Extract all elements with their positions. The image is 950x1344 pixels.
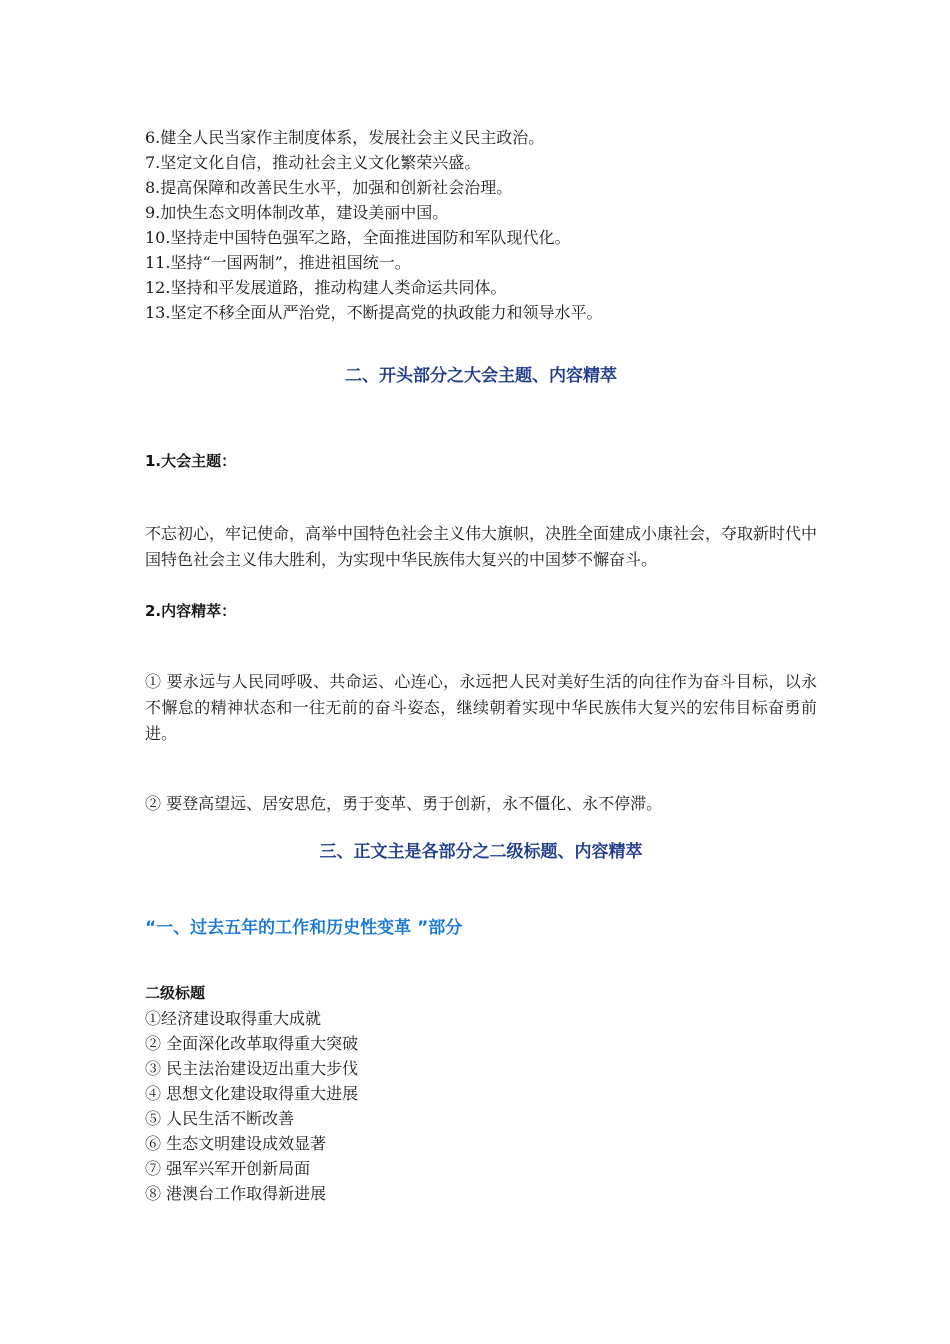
theme-heading: 1.大会主题： bbox=[145, 452, 237, 470]
level2-heading-item: ③ 民主法治建设迈出重大步伐 bbox=[145, 1059, 359, 1078]
level2-heading-item: ⑦ 强军兴军开创新局面 bbox=[145, 1159, 311, 1178]
section-two-title: 二、开头部分之大会主题、内容精萃 bbox=[345, 366, 617, 386]
essence-point-2: ② 要登高望远、居安思危，勇于变革、勇于创新，永不僵化、永不停滞。 bbox=[145, 794, 663, 813]
level2-heading-item: ⑤ 人民生活不断改善 bbox=[145, 1109, 295, 1128]
level2-heading-item: ⑥ 生态文明建设成效显著 bbox=[145, 1134, 327, 1153]
document-content bbox=[145, 125, 817, 1206]
theme-paragraph: 不忘初心，牢记使命，高举中国特色社会主义伟大旗帜，决胜全面建成小康社会，夺取新时代中国特色社会主义伟大胜利，为实现中华民族伟大复兴的中国梦不懈奋斗。 bbox=[145, 524, 818, 569]
list-item: 6.健全人民当家作主制度体系，发展社会主义民主政治。 bbox=[145, 128, 545, 147]
list-item: 10.坚持走中国特色强军之路，全面推进国防和军队现代化。 bbox=[145, 228, 571, 247]
numbered-list bbox=[145, 125, 817, 325]
level2-heading-item: ④ 思想文化建设取得重大进展 bbox=[145, 1084, 359, 1103]
list-item: 9.加快生态文明体制改革，建设美丽中国。 bbox=[145, 203, 449, 222]
list-item: 11.坚持“一国两制”，推进祖国统一。 bbox=[145, 253, 411, 272]
list-item: 13.坚定不移全面从严治党，不断提高党的执政能力和领导水平。 bbox=[145, 303, 603, 322]
list-item: 7.坚定文化自信，推动社会主义文化繁荣兴盛。 bbox=[145, 153, 481, 172]
list-item: 8.提高保障和改善民生水平，加强和创新社会治理。 bbox=[145, 178, 513, 197]
list-item: 12.坚持和平发展道路，推动构建人类命运共同体。 bbox=[145, 278, 507, 297]
essence-point-1: ① 要永远与人民同呼吸、共命运、心连心，永远把人民对美好生活的向往作为奋斗目标，以永不懈怠的精神状态和一往无前的奋斗姿态，继续朝着实现中华民族伟大复兴的宏伟目标奋勇前进。 bbox=[145, 672, 817, 743]
level2-heading-item: ② 全面深化改革取得重大突破 bbox=[145, 1034, 359, 1053]
level2-heading-list bbox=[145, 1006, 817, 1206]
part-one-title: “一、过去五年的工作和历史性变革 ”部分 bbox=[145, 918, 463, 938]
level2-heading-item: ⑧ 港澳台工作取得新进展 bbox=[145, 1184, 327, 1203]
essence-heading: 2.内容精萃： bbox=[145, 602, 237, 620]
level2-heading-item: ①经济建设取得重大成就 bbox=[145, 1009, 322, 1028]
level2-heading-label: 二级标题 bbox=[145, 984, 206, 1002]
section-three-title: 三、正文主是各部分之二级标题、内容精萃 bbox=[319, 842, 643, 862]
